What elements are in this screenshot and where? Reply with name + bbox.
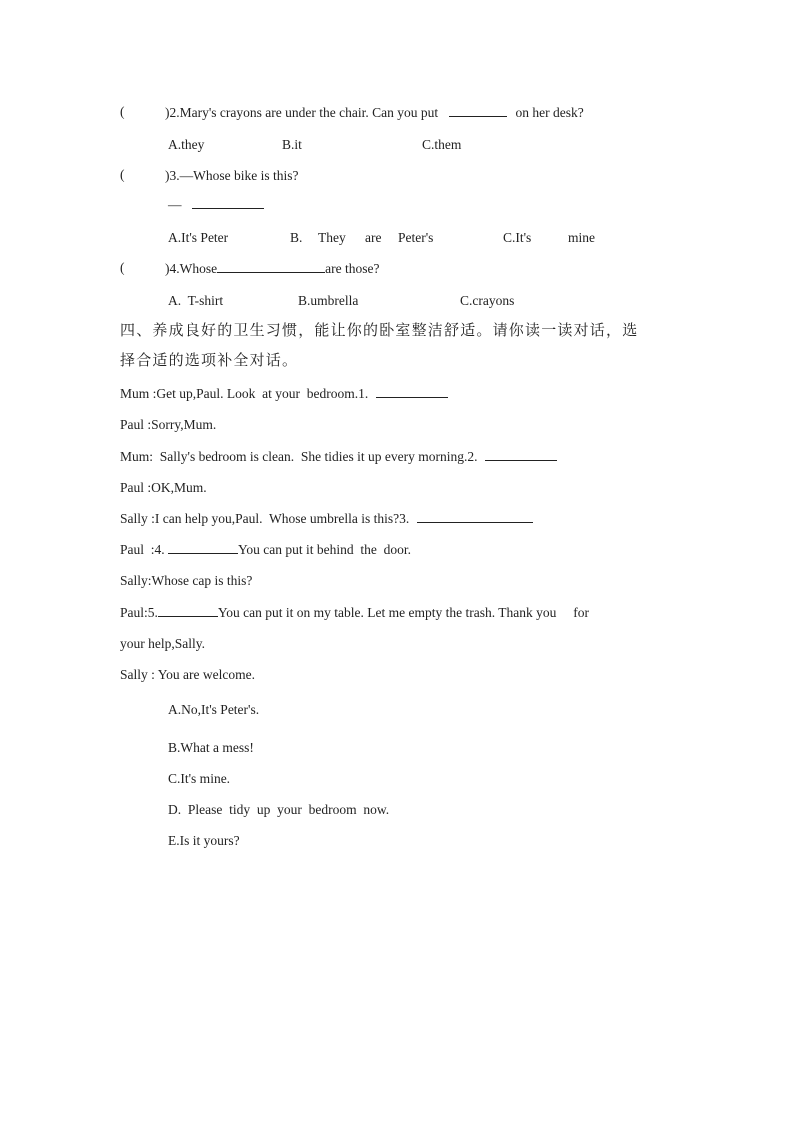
blank-dialogue-2[interactable] <box>485 448 557 461</box>
dialogue-line-3-text: Mum: Sally's bedroom is clean. She tidies it up every morning.2. <box>120 449 478 464</box>
dialogue-line-8-text-end: You can put it on my table. Let me empty the trash. Thank you for <box>217 605 589 620</box>
option-q4-b[interactable]: B.umbrella <box>298 293 359 308</box>
option-q3-c-word: mine <box>568 230 595 245</box>
dialogue-line-7: Sally:Whose cap is this? <box>120 573 253 588</box>
option-q3-b-letter[interactable]: B. <box>290 230 303 245</box>
answer-paren-q2[interactable]: ( <box>120 104 125 119</box>
question-2-text: )2.Mary's crayons are under the chair. Can you put <box>165 105 439 120</box>
blank-q4[interactable] <box>217 260 325 273</box>
dialogue-line-8 <box>120 604 589 622</box>
option-q2-c[interactable]: C.them <box>422 137 462 152</box>
option-q3-b-word3: Peter's <box>398 230 434 245</box>
dialogue-line-6 <box>120 541 411 559</box>
section-4-heading-line2: 择合适的选项补全对话。 <box>120 351 299 369</box>
dialogue-line-6-text-end: You can put it behind the door. <box>238 542 412 557</box>
dialogue-line-3 <box>120 448 557 466</box>
blank-q3[interactable] <box>192 196 264 209</box>
dialogue-line-9: your help,Sally. <box>120 636 205 651</box>
option-q3-b-word2: are <box>365 230 382 245</box>
dialogue-line-5 <box>120 510 533 528</box>
question-4-stem <box>165 260 379 278</box>
answer-paren-q4[interactable]: ( <box>120 260 125 275</box>
question-4-text: )4.Whose <box>165 261 218 276</box>
option-q3-c[interactable]: C.It's <box>503 230 532 245</box>
blank-dialogue-1[interactable] <box>376 385 448 398</box>
dialogue-line-2: Paul :Sorry,Mum. <box>120 417 217 432</box>
question-4-text-end: are those? <box>325 261 380 276</box>
section-4-heading-line1: 四、养成良好的卫生习惯，能让你的卧室整洁舒适。请你读一读对话，选 <box>120 321 639 339</box>
choice-e[interactable]: E.Is it yours? <box>168 833 240 848</box>
option-q3-b-word1: They <box>318 230 346 245</box>
option-q2-b[interactable]: B.it <box>282 137 302 152</box>
answer-paren-q3[interactable]: ( <box>120 167 125 182</box>
dialogue-line-4: Paul :OK,Mum. <box>120 480 207 495</box>
option-q3-a[interactable]: A.It's Peter <box>168 230 229 245</box>
dialogue-line-5-text: Sally :I can help you,Paul. Whose umbrella is this?3. <box>120 511 410 526</box>
choice-a[interactable]: A.No,It's Peter's. <box>168 702 260 717</box>
question-2-stem <box>165 104 584 122</box>
answer-dash: — <box>168 197 182 212</box>
option-q4-c[interactable]: C.crayons <box>460 293 515 308</box>
dialogue-line-6-text: Paul :4. <box>120 542 165 557</box>
dialogue-line-10: Sally : You are welcome. <box>120 667 255 682</box>
dialogue-line-8-text: Paul:5. <box>120 605 158 620</box>
question-2-text-end: on her desk? <box>515 105 584 120</box>
blank-dialogue-4[interactable] <box>168 541 238 554</box>
choice-b[interactable]: B.What a mess! <box>168 740 254 755</box>
blank-q2[interactable] <box>449 104 507 117</box>
choice-c[interactable]: C.It's mine. <box>168 771 231 786</box>
question-3-stem: )3.—Whose bike is this? <box>165 168 299 183</box>
blank-dialogue-3[interactable] <box>417 510 533 523</box>
choice-d[interactable]: D. Please tidy up your bedroom now. <box>168 802 390 817</box>
option-q2-a[interactable]: A.they <box>168 137 205 152</box>
dialogue-line-1 <box>120 385 448 403</box>
option-q4-a[interactable]: A. T-shirt <box>168 293 224 308</box>
blank-dialogue-5[interactable] <box>158 604 218 617</box>
dialogue-line-1-text: Mum :Get up,Paul. Look at your bedroom.1. <box>120 386 369 401</box>
question-3-answer-line <box>168 196 264 214</box>
